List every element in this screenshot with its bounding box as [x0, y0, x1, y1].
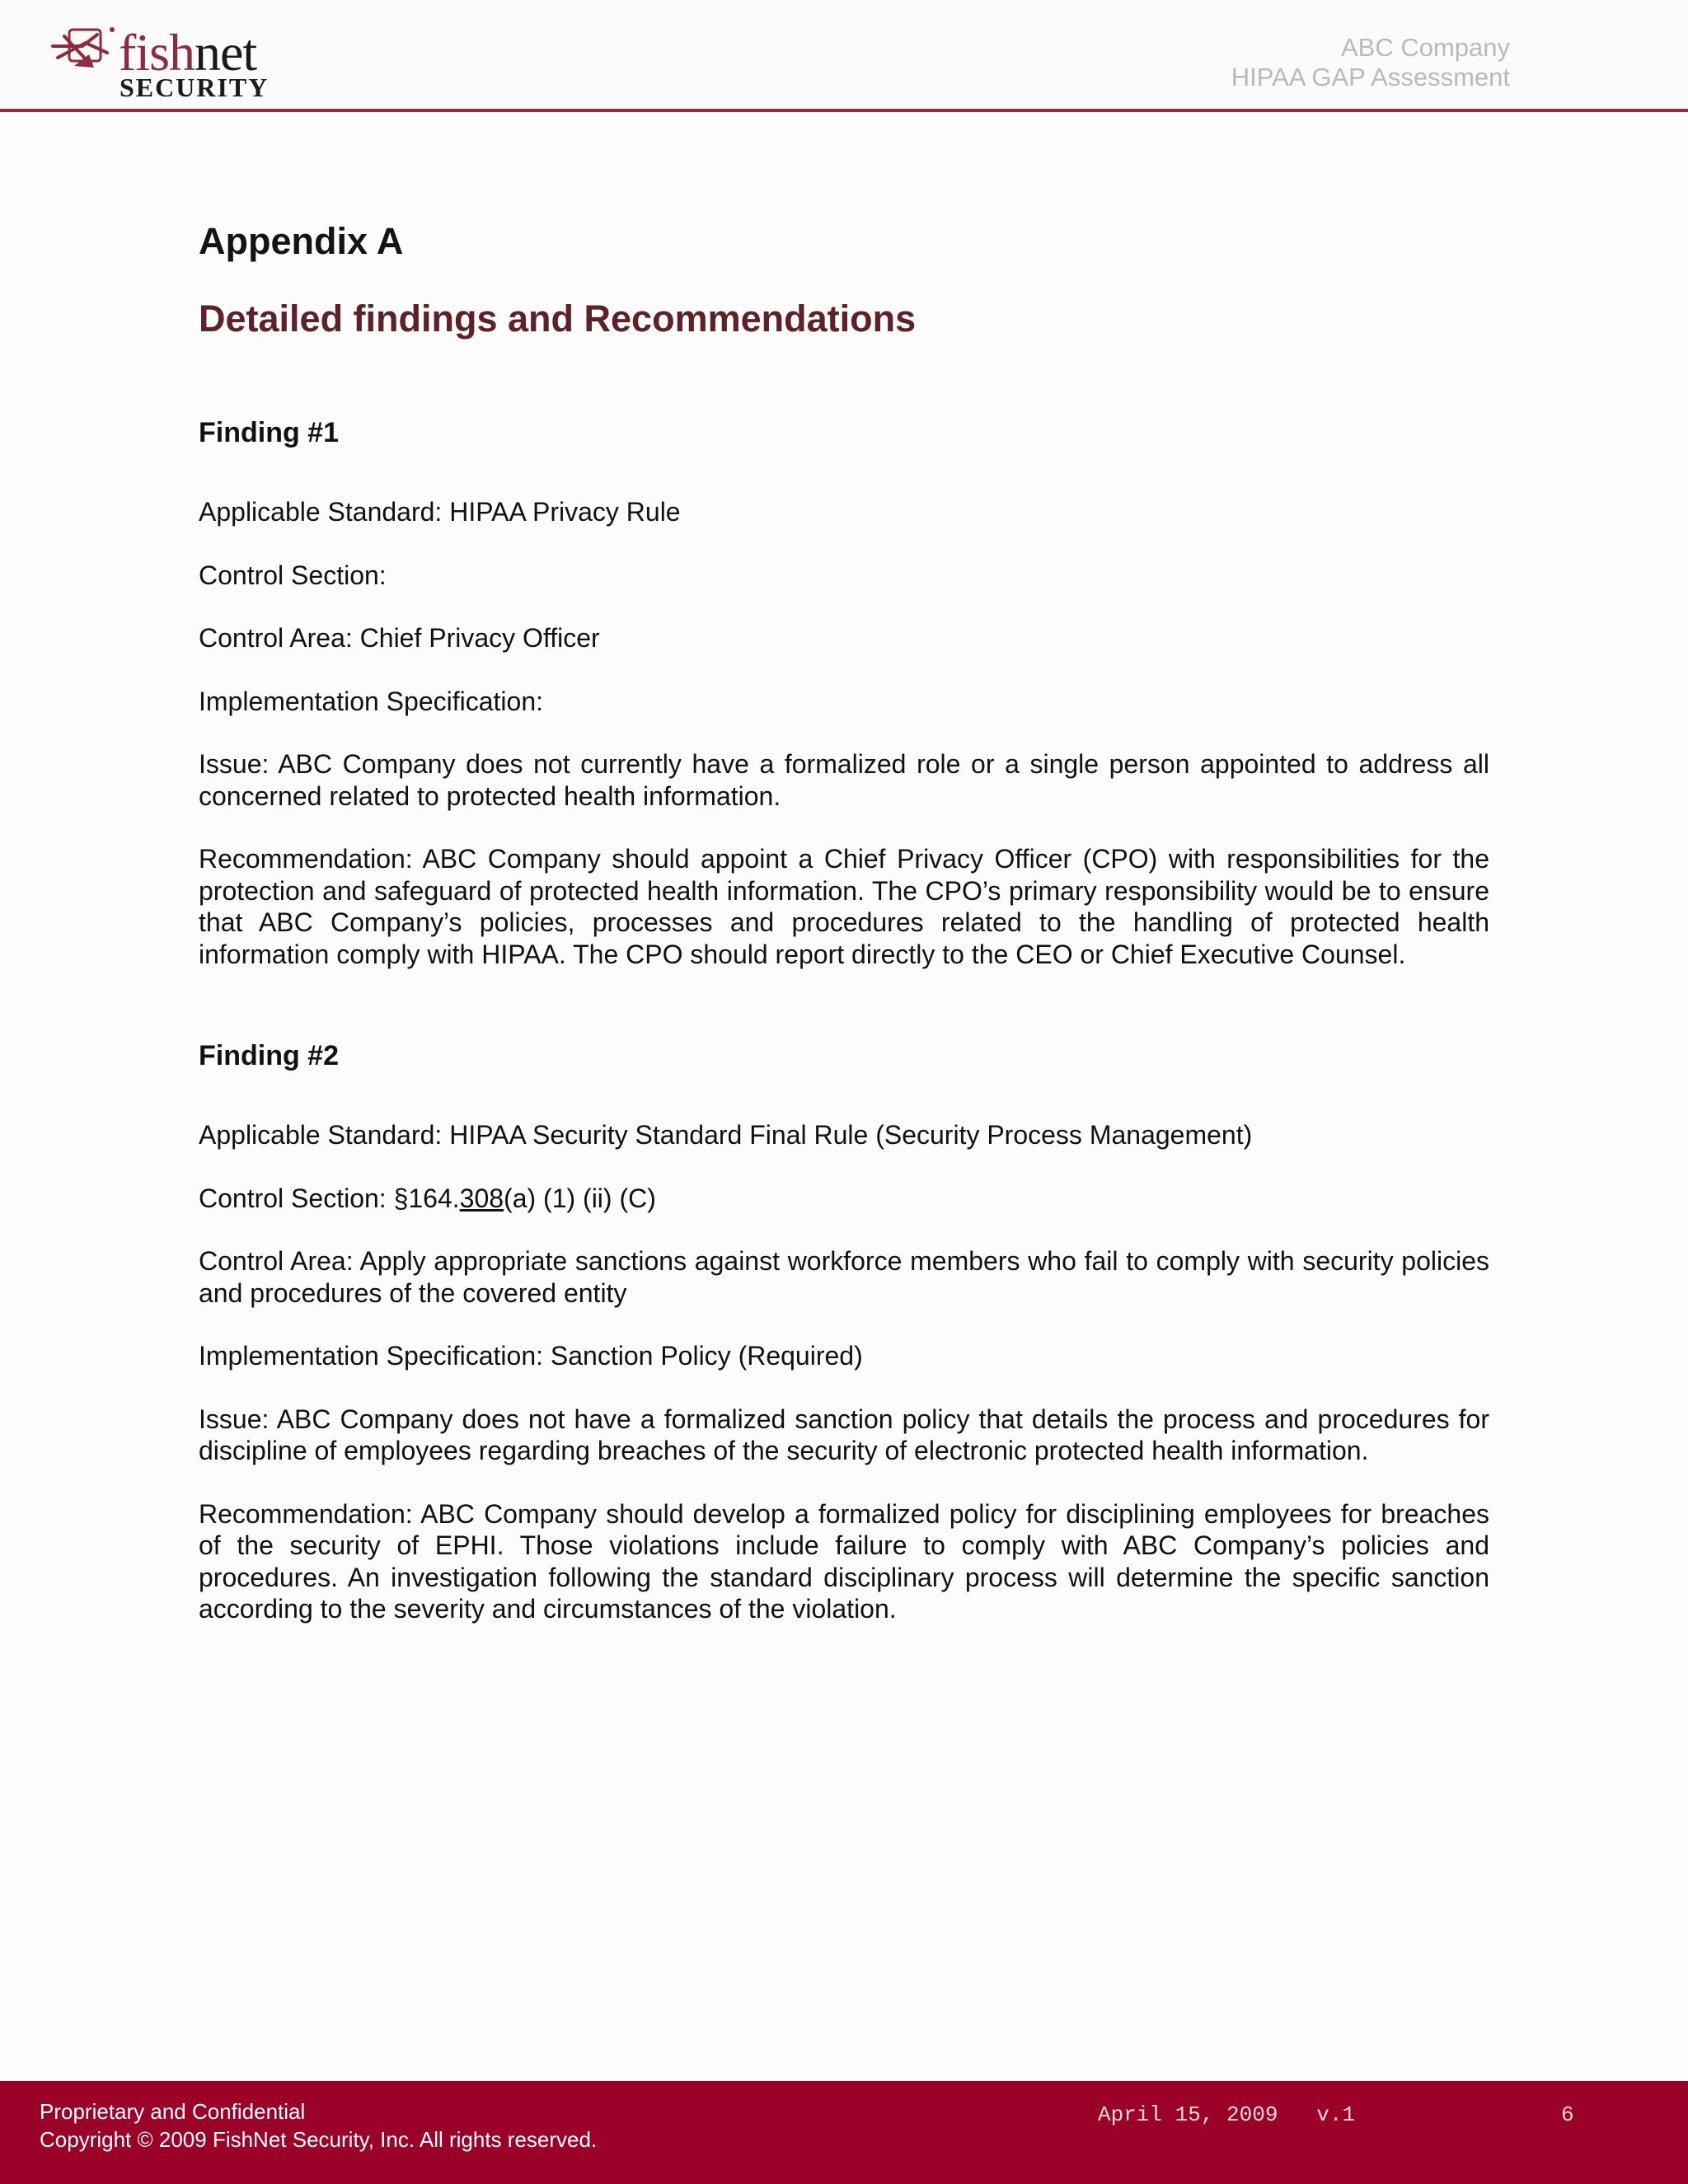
footer-copyright: Copyright © 2009 FishNet Security, Inc. All rights reserved. [40, 2127, 598, 2152]
finding-2-recommendation: Recommendation: ABC Company should develop a formalized policy for disciplining employees for breaches of the security of EPHI. Those violations include failure to comply with ABC Company’s policies and procedures. An investigation following the standard disciplinary process will determine the specific sanction according to the severity and circumstances of the violation. [199, 1498, 1489, 1624]
header-doc-title: HIPAA GAP Assessment [1231, 63, 1510, 91]
logo-subtitle: SECURITY [120, 73, 270, 102]
appendix-heading: Appendix A [199, 220, 404, 262]
finding-2-spec: Implementation Specification: Sanction Policy (Required) [199, 1341, 863, 1371]
finding-2-area: Control Area: Apply appropriate sanctions against workforce members who fail to comply with security policies and procedures of the covered entity [199, 1246, 1489, 1308]
finding-1-standard: Applicable Standard: HIPAA Privacy Rule [199, 497, 681, 527]
finding-1-recommendation: Recommendation: ABC Company should appoint a Chief Privacy Officer (CPO) with responsibilities for the protection and safeguard of protected health information. The CPO’s primary responsibility would be to ensure that ABC Company’s policies, processes and procedures related to the handling of protected health information comply with HIPAA. The CPO should report directly to the CEO or Chief Executive Counsel. [199, 844, 1489, 969]
section-subtitle: Detailed findings and Recommendations [199, 298, 917, 340]
section-number-underlined: 308 [459, 1183, 504, 1213]
header-doc-info [1231, 33, 1510, 92]
footer-date-version: April 15, 2009 v.1 [1098, 2102, 1356, 2127]
logo-wordmark: fishnet [119, 23, 257, 82]
footer-legal [40, 2097, 597, 2154]
finding-1 [199, 416, 1489, 970]
finding-2-title: Finding #2 [199, 1040, 339, 1071]
fishnet-security-logo [49, 25, 280, 103]
footer-confidential: Proprietary and Confidential [40, 2099, 306, 2124]
fish-net-logo-icon [49, 25, 119, 82]
page-number: 6 [1561, 2102, 1574, 2127]
finding-2-standard: Applicable Standard: HIPAA Security Standard Final Rule (Security Process Management) [199, 1120, 1253, 1150]
document-body [199, 218, 1489, 1625]
finding-2 [199, 1039, 1489, 1625]
finding-1-area: Control Area: Chief Privacy Officer [199, 623, 600, 653]
page-header [0, 0, 1688, 112]
finding-1-spec: Implementation Specification: [199, 686, 543, 716]
finding-1-issue: Issue: ABC Company does not currently have a formalized role or a single person appointed to address all concerned related to protected health information. [199, 749, 1489, 811]
finding-1-section: Control Section: [199, 560, 387, 590]
finding-2-section: Control Section: §164.308(a) (1) (ii) (C) [199, 1183, 656, 1213]
finding-2-issue: Issue: ABC Company does not have a formalized sanction policy that details the process and procedures for discipline of employees regarding breaches of the security of electronic protected health information. [199, 1404, 1489, 1465]
page-footer [0, 2081, 1688, 2184]
finding-1-title: Finding #1 [199, 417, 339, 448]
header-company: ABC Company [1340, 33, 1510, 62]
